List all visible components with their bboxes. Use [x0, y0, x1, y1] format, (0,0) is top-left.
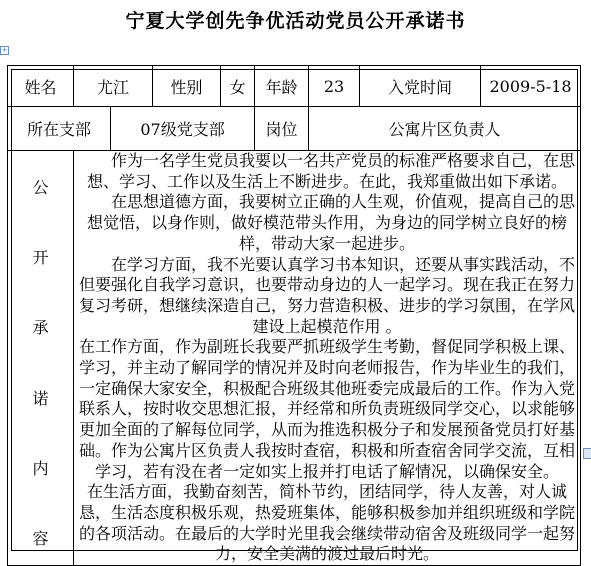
pledge-paragraph-ideology: 在思想道德方面，我要树立正确的人生观，价值观，提高自己的思想觉悟，以身作则，做好模范带头作用，为身边的同学树立良好的榜样，带动大家一起进步。 [87, 192, 576, 253]
join-date-value: 2009-5-18 [481, 66, 581, 107]
name-label: 姓名 [8, 66, 74, 107]
pledge-label-char: 诺 [32, 388, 49, 408]
pledge-paragraph-intro: 作为一名学生党员我要以一名共产党员的标准严格要求自己，在思想、学习、工作以及生活上不断进步。在此，我郑重做出如下承诺。 [87, 151, 576, 191]
document-title: 宁夏大学创先争优活动党员公开承诺书 [125, 10, 466, 32]
age-value: 23 [309, 66, 360, 107]
pledge-content[interactable] [74, 151, 581, 566]
pledge-label-char: 承 [32, 318, 49, 338]
pledge-paragraph-work: 在工作方面，作为副班长我要严抓班级学生考勤，督促同学积极上课、学习，并主动了解同学的情况并及时向老师报告，作为毕业生的我们，一定确保大家安全，积极配合班级其他班委完成最后的工作。作为入党联系人，按时收交思想汇报，并经常和所负责班级同学交心，以求能够更加全面的了解每位同学，从而为推选积极分子和发展预备党员打好基础。作为公寓片区负责人我按时查宿，积极和所查宿舍同学交流，互相学习，若有没在者一定如实上报并打电话了解情况，以确保安全。 [79, 337, 576, 481]
post-label: 岗位 [255, 107, 309, 151]
join-date-label: 入党时间 [360, 66, 481, 107]
pledge-row [8, 151, 581, 566]
pledge-label-char: 内 [32, 458, 49, 478]
branch-value: 07级党支部 [111, 107, 255, 151]
name-value: 尤江 [74, 66, 153, 107]
pledge-label-char: 容 [32, 528, 49, 548]
pledge-paragraph-study: 在学习方面，我不光要认真学习书本知识，还要从事实践活动，不但要强化自我学习意识，也要带动身边的人一起学习。现在我正在努力复习考研，想继续深造自己，努力营造积极、进步的学习氛围，在学风建设上起模范作用 。 [79, 254, 576, 336]
age-label: 年龄 [255, 66, 309, 107]
branch-label: 所在支部 [8, 107, 111, 151]
info-row-2 [8, 107, 581, 151]
pledge-content-label [8, 151, 74, 566]
gender-value: 女 [221, 66, 255, 107]
post-value: 公寓片区负责人 [309, 107, 581, 151]
pledge-label-char: 公 [32, 178, 49, 198]
info-row-1 [8, 66, 581, 107]
table-anchor-icon[interactable]: + [1, 46, 8, 54]
gender-label: 性别 [153, 66, 221, 107]
pledge-label-char: 开 [32, 248, 49, 268]
table-resize-handle[interactable] [583, 448, 591, 459]
pledge-paragraph-life: 在生活方面，我勤奋刻苦，简朴节约，团结同学，待人友善，对人诚恳，生活态度积极乐观，热爱班集体，能够积极参加并组织班级和学院的各项活动。在最后的大学时光里我会继续带动宿舍及班级同学一起努力，安全美满的渡过最后时光。 [79, 482, 576, 564]
pledge-form-table [7, 65, 581, 566]
